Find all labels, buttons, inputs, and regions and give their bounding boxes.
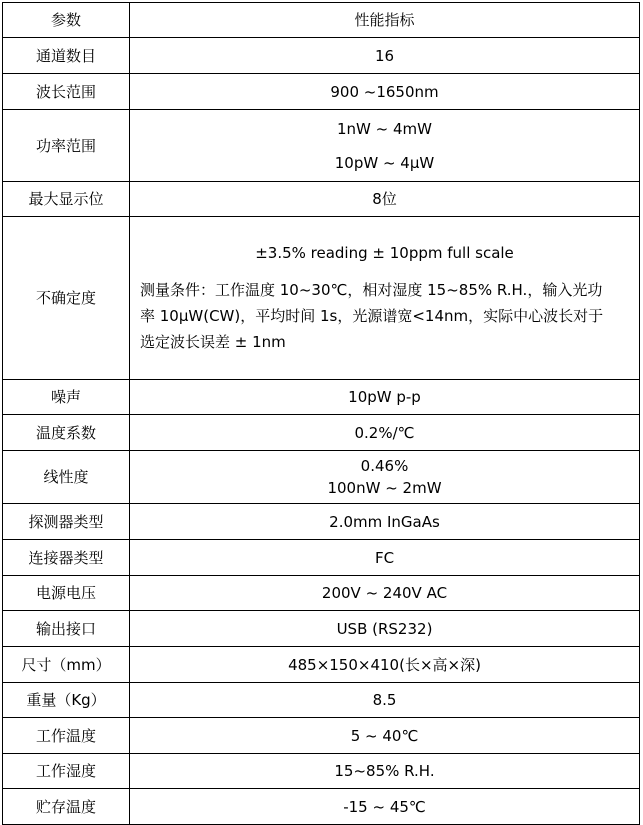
row-label: 功率范围 <box>3 110 130 182</box>
row-label: 贮存温度 <box>3 789 130 825</box>
table-row <box>3 683 640 718</box>
condition-line: 率 10μW(CW)，平均时间 1s，光源谱宽<14nm，实际中心波长对于 <box>140 306 604 325</box>
row-label: 尺寸（mm） <box>3 647 130 683</box>
row-value: 16 <box>130 38 640 74</box>
condition-line: 选定波长误差 ± 1nm <box>140 332 286 351</box>
header-param: 参数 <box>3 3 130 38</box>
row-value-line: 100nW ~ 2mW <box>327 479 442 497</box>
row-value-line: 0.46% <box>360 457 409 475</box>
row-value: -15 ~ 45℃ <box>130 789 640 825</box>
row-label: 重量（Kg） <box>3 683 130 718</box>
row-value: 900 ~1650nm <box>130 74 640 110</box>
condition-line: 测量条件：工作温度 10~30℃，相对湿度 15~85% R.H.，输入光功 <box>140 280 603 299</box>
row-value: 485×150×410(长×高×深) <box>130 647 640 683</box>
row-label: 波长范围 <box>3 74 130 110</box>
row-value: 10pW p-p <box>130 380 640 415</box>
spec-table <box>2 2 640 825</box>
row-value: 15~85% R.H. <box>130 754 640 789</box>
row-value: 8位 <box>130 182 640 217</box>
table-header-row <box>3 3 640 38</box>
row-value: FC <box>130 540 640 576</box>
table-row <box>3 576 640 611</box>
row-label: 不确定度 <box>3 217 130 380</box>
row-value: 2.0mm InGaAs <box>130 504 640 540</box>
row-label: 工作湿度 <box>3 754 130 789</box>
table-row <box>3 718 640 754</box>
row-value <box>130 110 640 182</box>
table-row <box>3 74 640 110</box>
table-row <box>3 217 640 380</box>
row-label: 探测器类型 <box>3 504 130 540</box>
row-value-line: 1nW ~ 4mW <box>337 119 432 138</box>
row-value: 200V ~ 240V AC <box>130 576 640 611</box>
row-value <box>130 451 640 504</box>
header-spec: 性能指标 <box>130 3 640 38</box>
row-label: 工作温度 <box>3 718 130 754</box>
row-label: 电源电压 <box>3 576 130 611</box>
row-label: 通道数目 <box>3 38 130 74</box>
row-value: 8.5 <box>130 683 640 718</box>
row-label: 线性度 <box>3 451 130 504</box>
table-row <box>3 540 640 576</box>
table-row <box>3 611 640 647</box>
table-row <box>3 38 640 74</box>
table-row <box>3 110 640 182</box>
table-row <box>3 380 640 415</box>
table-row <box>3 504 640 540</box>
row-label: 噪声 <box>3 380 130 415</box>
table-row <box>3 415 640 451</box>
row-value: 5 ~ 40℃ <box>130 718 640 754</box>
table-row <box>3 754 640 789</box>
table-row <box>3 789 640 825</box>
table-row <box>3 451 640 504</box>
row-label: 最大显示位 <box>3 182 130 217</box>
row-label: 输出接口 <box>3 611 130 647</box>
row-value <box>130 217 640 380</box>
row-value: 0.2%/℃ <box>130 415 640 451</box>
row-value: USB (RS232) <box>130 611 640 647</box>
table-row <box>3 647 640 683</box>
row-value-line: ±3.5% reading ± 10ppm full scale <box>255 243 514 262</box>
table-row <box>3 182 640 217</box>
row-label: 温度系数 <box>3 415 130 451</box>
row-value-line: 10pW ~ 4μW <box>334 153 435 172</box>
row-label: 连接器类型 <box>3 540 130 576</box>
